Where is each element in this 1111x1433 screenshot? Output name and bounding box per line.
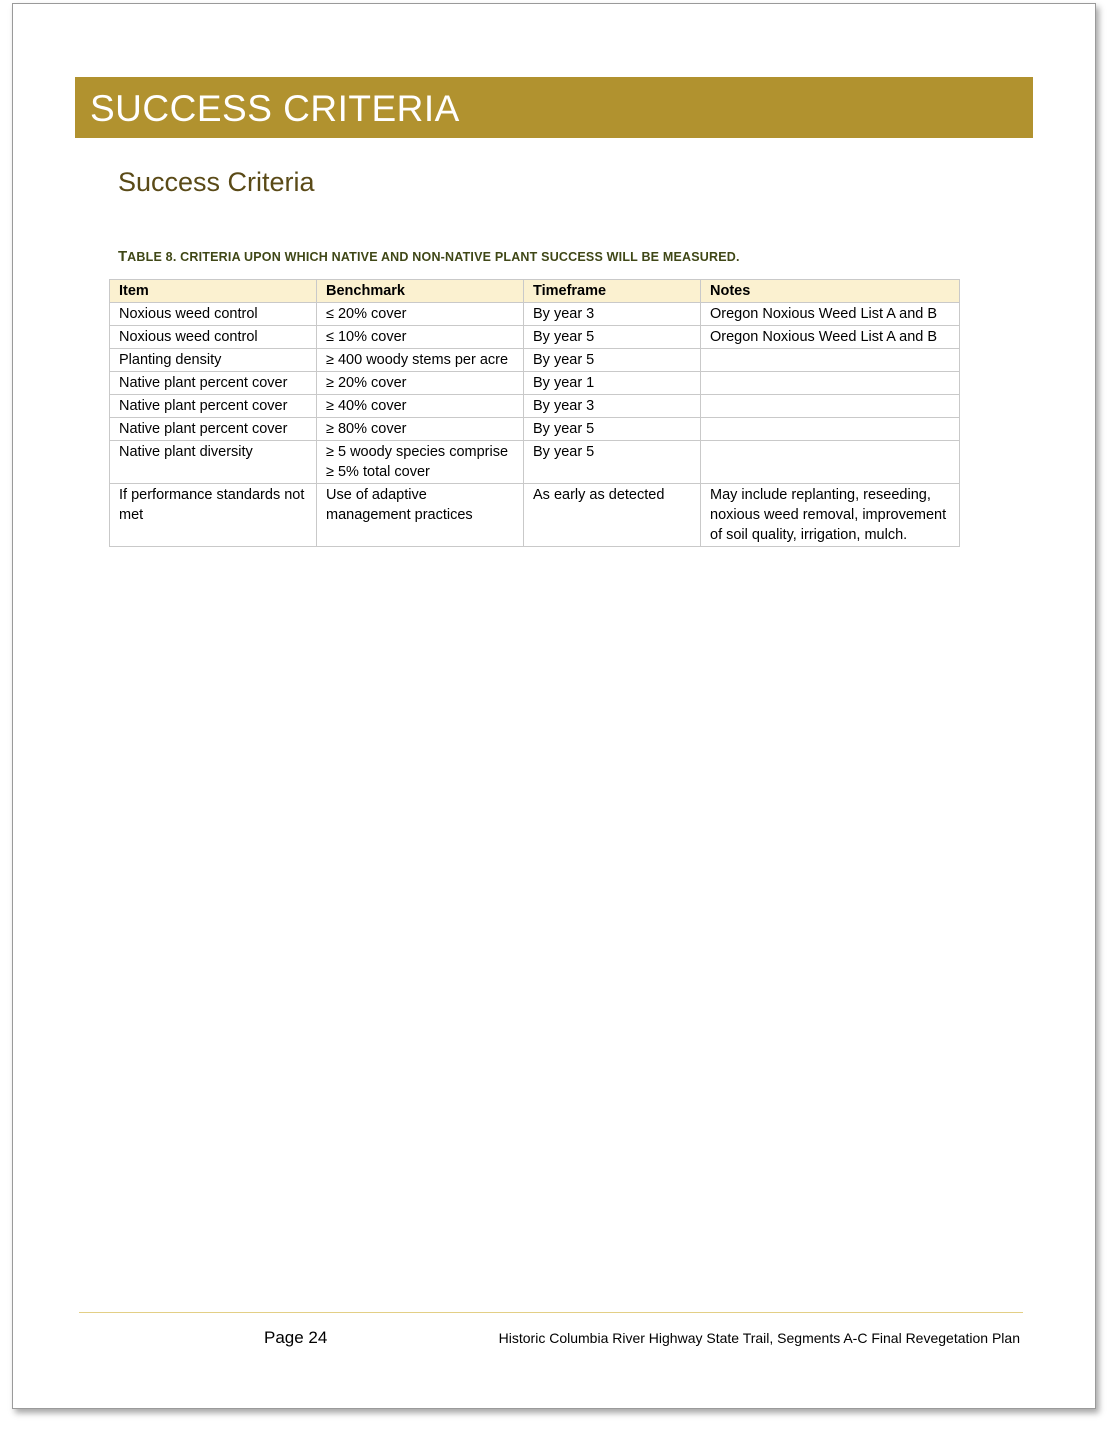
cell-timeframe: By year 5 [524, 441, 701, 484]
column-header-benchmark: Benchmark [317, 280, 524, 303]
cell-timeframe: By year 1 [524, 372, 701, 395]
table-row [110, 484, 960, 547]
cell-benchmark: ≥ 400 woody stems per acre [317, 349, 524, 372]
cell-notes [701, 441, 960, 484]
cell-item: Planting density [110, 349, 317, 372]
table-row [110, 326, 960, 349]
banner-title: SUCCESS CRITERIA [90, 88, 460, 129]
table-header-row [110, 280, 960, 303]
cell-benchmark: ≥ 20% cover [317, 372, 524, 395]
table-row [110, 418, 960, 441]
cell-notes [701, 349, 960, 372]
cell-item: Native plant diversity [110, 441, 317, 484]
table-row [110, 395, 960, 418]
section-banner [75, 77, 1033, 138]
cell-benchmark: Use of adaptive management practices [317, 484, 524, 547]
cell-notes: Oregon Noxious Weed List A and B [701, 303, 960, 326]
section-title: Success Criteria [118, 167, 315, 197]
table-row [110, 372, 960, 395]
table-row [110, 441, 960, 484]
table-caption-text: RITERIA UPON WHICH NATIVE AND NON-NATIVE PLANT SUCCESS WILL BE MEASURED. [189, 250, 740, 264]
table-caption-number: ABLE 8. C [127, 250, 190, 264]
cell-timeframe: By year 5 [524, 349, 701, 372]
column-header-item: Item [110, 280, 317, 303]
document-page [12, 3, 1096, 1409]
cell-item: Native plant percent cover [110, 372, 317, 395]
cell-notes [701, 418, 960, 441]
cell-benchmark: ≥ 80% cover [317, 418, 524, 441]
cell-notes [701, 372, 960, 395]
cell-timeframe: By year 5 [524, 326, 701, 349]
cell-timeframe: By year 3 [524, 395, 701, 418]
table-row [110, 349, 960, 372]
column-header-timeframe: Timeframe [524, 280, 701, 303]
cell-benchmark: ≤ 20% cover [317, 303, 524, 326]
table-caption [118, 247, 740, 267]
page-number: Page 24 [264, 1328, 328, 1347]
cell-item: If performance standards not met [110, 484, 317, 547]
cell-notes: Oregon Noxious Weed List A and B [701, 326, 960, 349]
table-row [110, 303, 960, 326]
cell-benchmark: ≥ 40% cover [317, 395, 524, 418]
cell-notes: May include replanting, reseeding, noxious weed removal, improvement of soil quality, irrigation, mulch. [701, 484, 960, 547]
cell-timeframe: By year 3 [524, 303, 701, 326]
document-title-footer: Historic Columbia River Highway State Trail, Segments A-C Final Revegetation Plan [498, 1330, 1020, 1346]
cell-item: Noxious weed control [110, 326, 317, 349]
cell-benchmark: ≤ 10% cover [317, 326, 524, 349]
cell-item: Native plant percent cover [110, 418, 317, 441]
column-header-notes: Notes [701, 280, 960, 303]
cell-timeframe: By year 5 [524, 418, 701, 441]
cell-benchmark: ≥ 5 woody species comprise ≥ 5% total cover [317, 441, 524, 484]
cell-item: Native plant percent cover [110, 395, 317, 418]
cell-timeframe: As early as detected [524, 484, 701, 547]
cell-notes [701, 395, 960, 418]
success-criteria-table [109, 279, 960, 547]
cell-item: Noxious weed control [110, 303, 317, 326]
footer-divider [79, 1312, 1023, 1313]
table-caption-lead: T [118, 248, 128, 265]
